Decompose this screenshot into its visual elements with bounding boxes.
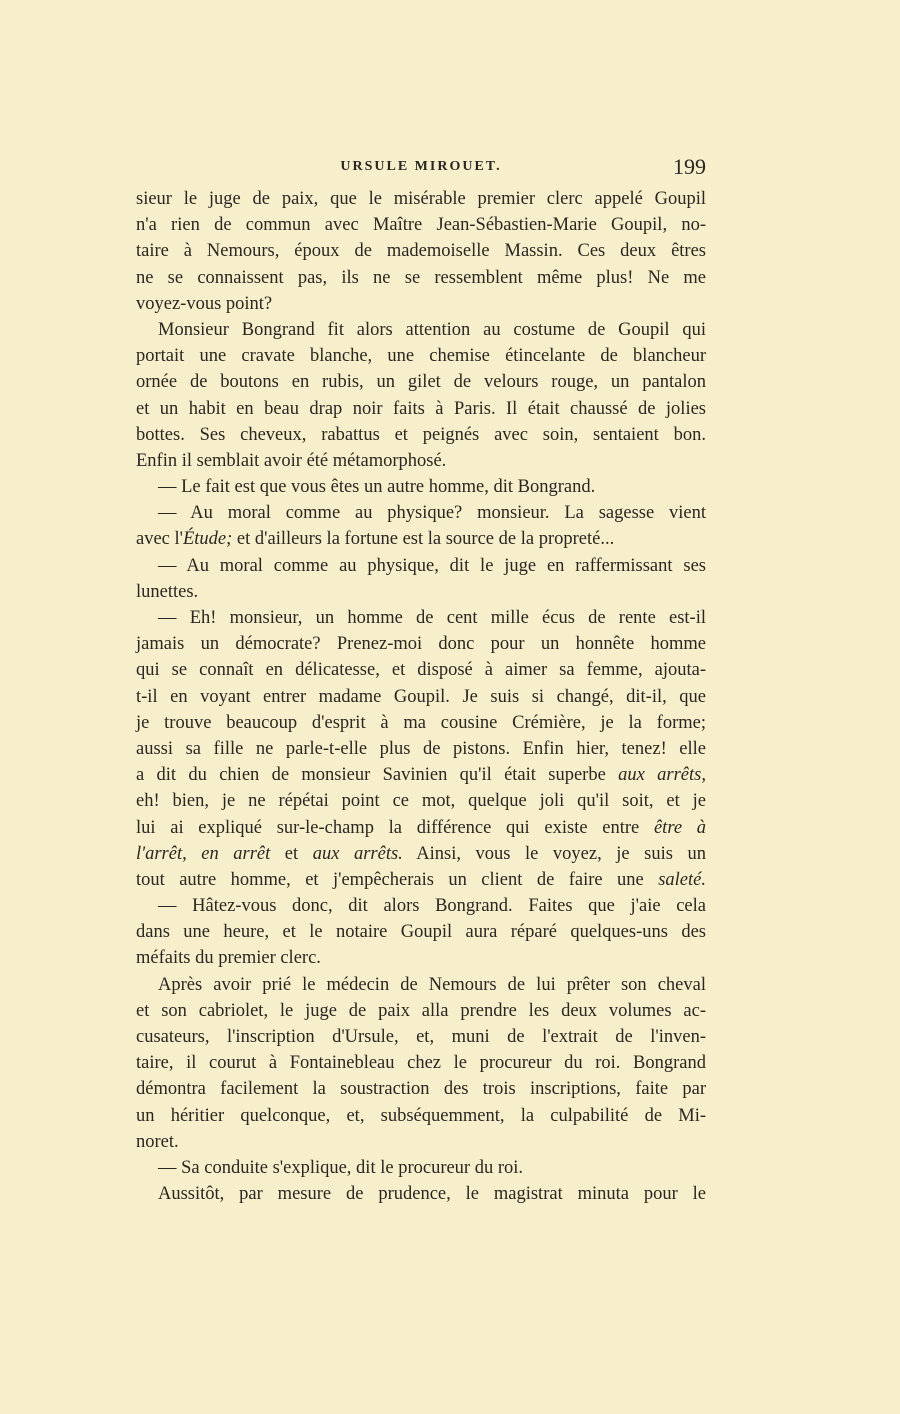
- italic-text: saleté.: [658, 869, 706, 890]
- text-line: [136, 684, 706, 710]
- text-line: [136, 317, 706, 343]
- text-segment: jamais un démocrate? Prenez-moi donc pour un honnête homme: [136, 634, 706, 655]
- text-segment: Enfin il semblait avoir été métamorphosé.: [136, 450, 447, 471]
- text-segment: portait une cravate blanche, une chemise étincelante de blancheur: [136, 346, 706, 367]
- text-line: [136, 448, 706, 474]
- text-segment: taire à Nemours, époux de mademoiselle Massin. Ces deux êtres: [136, 241, 706, 262]
- text-line: [136, 212, 706, 238]
- text-line: [136, 396, 706, 422]
- text-segment: — Au moral comme au physique, dit le juge en raffermissant ses: [158, 555, 706, 576]
- page-header: [136, 156, 706, 182]
- text-segment: Ainsi, vous le voyez, je suis un: [402, 843, 706, 864]
- page-number: 199: [673, 154, 706, 179]
- text-segment: lui ai expliqué sur-le-champ la différence qui existe entre: [136, 817, 654, 838]
- text-line: [136, 553, 706, 579]
- text-line: [136, 841, 706, 867]
- text-segment: Monsieur Bongrand fit alors attention au costume de Goupil qui: [158, 319, 706, 340]
- text-segment: voyez-vous point?: [136, 293, 273, 314]
- text-segment: tout autre homme, et j'empêcherais un client de faire une: [136, 869, 659, 890]
- text-segment: bottes. Ses cheveux, rabattus et peignés avec soin, sentaient bon.: [136, 424, 706, 445]
- text-line: [136, 474, 706, 500]
- text-line: [136, 972, 706, 998]
- text-segment: et: [270, 843, 313, 864]
- text-segment: Aussitôt, par mesure de prudence, le magistrat minuta pour le: [158, 1184, 706, 1205]
- text-line: [136, 422, 706, 448]
- text-segment: et son cabriolet, le juge de paix alla prendre les deux volumes ac-: [136, 1000, 706, 1021]
- text-segment: — Hâtez-vous donc, dit alors Bongrand. Faites que j'aie cela: [158, 896, 706, 917]
- text-segment: sieur le juge de paix, que le misérable premier clerc appelé Goupil: [136, 189, 706, 209]
- text-line: [136, 238, 706, 264]
- text-line: [136, 605, 706, 631]
- text-line: [136, 710, 706, 736]
- text-line: [136, 1129, 706, 1155]
- text-line: [136, 579, 706, 605]
- text-line: [136, 265, 706, 291]
- text-line: [136, 500, 706, 526]
- text-line: [136, 291, 706, 317]
- running-title: URSULE MIROUET.: [340, 159, 502, 174]
- text-line: [136, 369, 706, 395]
- italic-text: l'arrêt, en arrêt: [136, 843, 271, 864]
- text-segment: taire, il courut à Fontainebleau chez le procureur du roi. Bongrand: [136, 1053, 706, 1074]
- text-line: [136, 736, 706, 762]
- italic-text: être à: [653, 817, 707, 838]
- text-line: [136, 788, 706, 814]
- text-line: [136, 815, 706, 841]
- text-segment: ne se connaissent pas, ils ne se ressemblent même plus! Ne me: [136, 267, 706, 288]
- text-line: [136, 1050, 706, 1076]
- text-segment: lunettes.: [136, 581, 199, 602]
- body-text: [136, 186, 706, 1207]
- text-segment: a dit du chien de monsieur Savinien qu'il était superbe: [136, 765, 619, 786]
- text-line: [136, 893, 706, 919]
- text-segment: — Sa conduite s'explique, dit le procureur du roi.: [158, 1157, 524, 1178]
- text-line: [136, 631, 706, 657]
- text-segment: et d'ailleurs la fortune est la source de la propreté...: [232, 529, 615, 550]
- text-line: [136, 1103, 706, 1129]
- text-line: [136, 919, 706, 945]
- text-segment: je trouve beaucoup d'esprit à ma cousine Crémière, je la forme;: [136, 712, 706, 733]
- italic-text: Étude;: [182, 529, 233, 550]
- text-segment: — Eh! monsieur, un homme de cent mille écus de rente est-il: [158, 608, 706, 628]
- italic-text: aux arrêts.: [312, 843, 403, 864]
- text-segment: avec l': [136, 529, 183, 550]
- text-line: [136, 945, 706, 971]
- text-segment: — Le fait est que vous êtes un autre homme, dit Bongrand.: [158, 477, 596, 498]
- italic-text: aux arrêts,: [618, 765, 706, 786]
- text-segment: t-il en voyant entrer madame Goupil. Je suis si changé, dit-il, que: [136, 686, 706, 707]
- text-line: [136, 762, 706, 788]
- text-line: [136, 657, 706, 683]
- text-line: [136, 1181, 706, 1207]
- text-line: [136, 343, 706, 369]
- text-segment: aussi sa fille ne parle-t-elle plus de pistons. Enfin hier, tenez! elle: [136, 738, 706, 759]
- text-segment: n'a rien de commun avec Maître Jean-Sébastien-Marie Goupil, no-: [136, 215, 706, 236]
- text-segment: — Au moral comme au physique? monsieur. La sagesse vient: [158, 503, 706, 524]
- text-segment: noret.: [136, 1131, 179, 1152]
- text-segment: dans une heure, et le notaire Goupil aura réparé quelques-uns des: [136, 922, 706, 943]
- text-segment: eh! bien, je ne répétai point ce mot, quelque joli qu'il soit, et je: [136, 791, 706, 812]
- text-segment: démontra facilement la soustraction des trois inscriptions, faite par: [136, 1079, 706, 1100]
- text-line: [136, 998, 706, 1024]
- text-segment: qui se connaît en délicatesse, et disposé à aimer sa femme, ajouta-: [136, 660, 706, 681]
- text-segment: méfaits du premier clerc.: [136, 948, 321, 969]
- text-segment: ornée de boutons en rubis, un gilet de velours rouge, un pantalon: [136, 372, 706, 393]
- text-line: [136, 186, 706, 212]
- text-segment: cusateurs, l'inscription d'Ursule, et, muni de l'extrait de l'inven-: [136, 1027, 706, 1047]
- text-segment: et un habit en beau drap noir faits à Paris. Il était chaussé de jolies: [136, 398, 706, 419]
- text-segment: un héritier quelconque, et, subséquemment, la culpabilité de Mi-: [136, 1105, 706, 1126]
- text-segment: Après avoir prié le médecin de Nemours de lui prêter son cheval: [158, 974, 706, 995]
- text-line: [136, 867, 706, 893]
- text-line: [136, 1155, 706, 1181]
- text-line: [136, 1024, 706, 1050]
- text-line: [136, 526, 706, 552]
- text-line: [136, 1076, 706, 1102]
